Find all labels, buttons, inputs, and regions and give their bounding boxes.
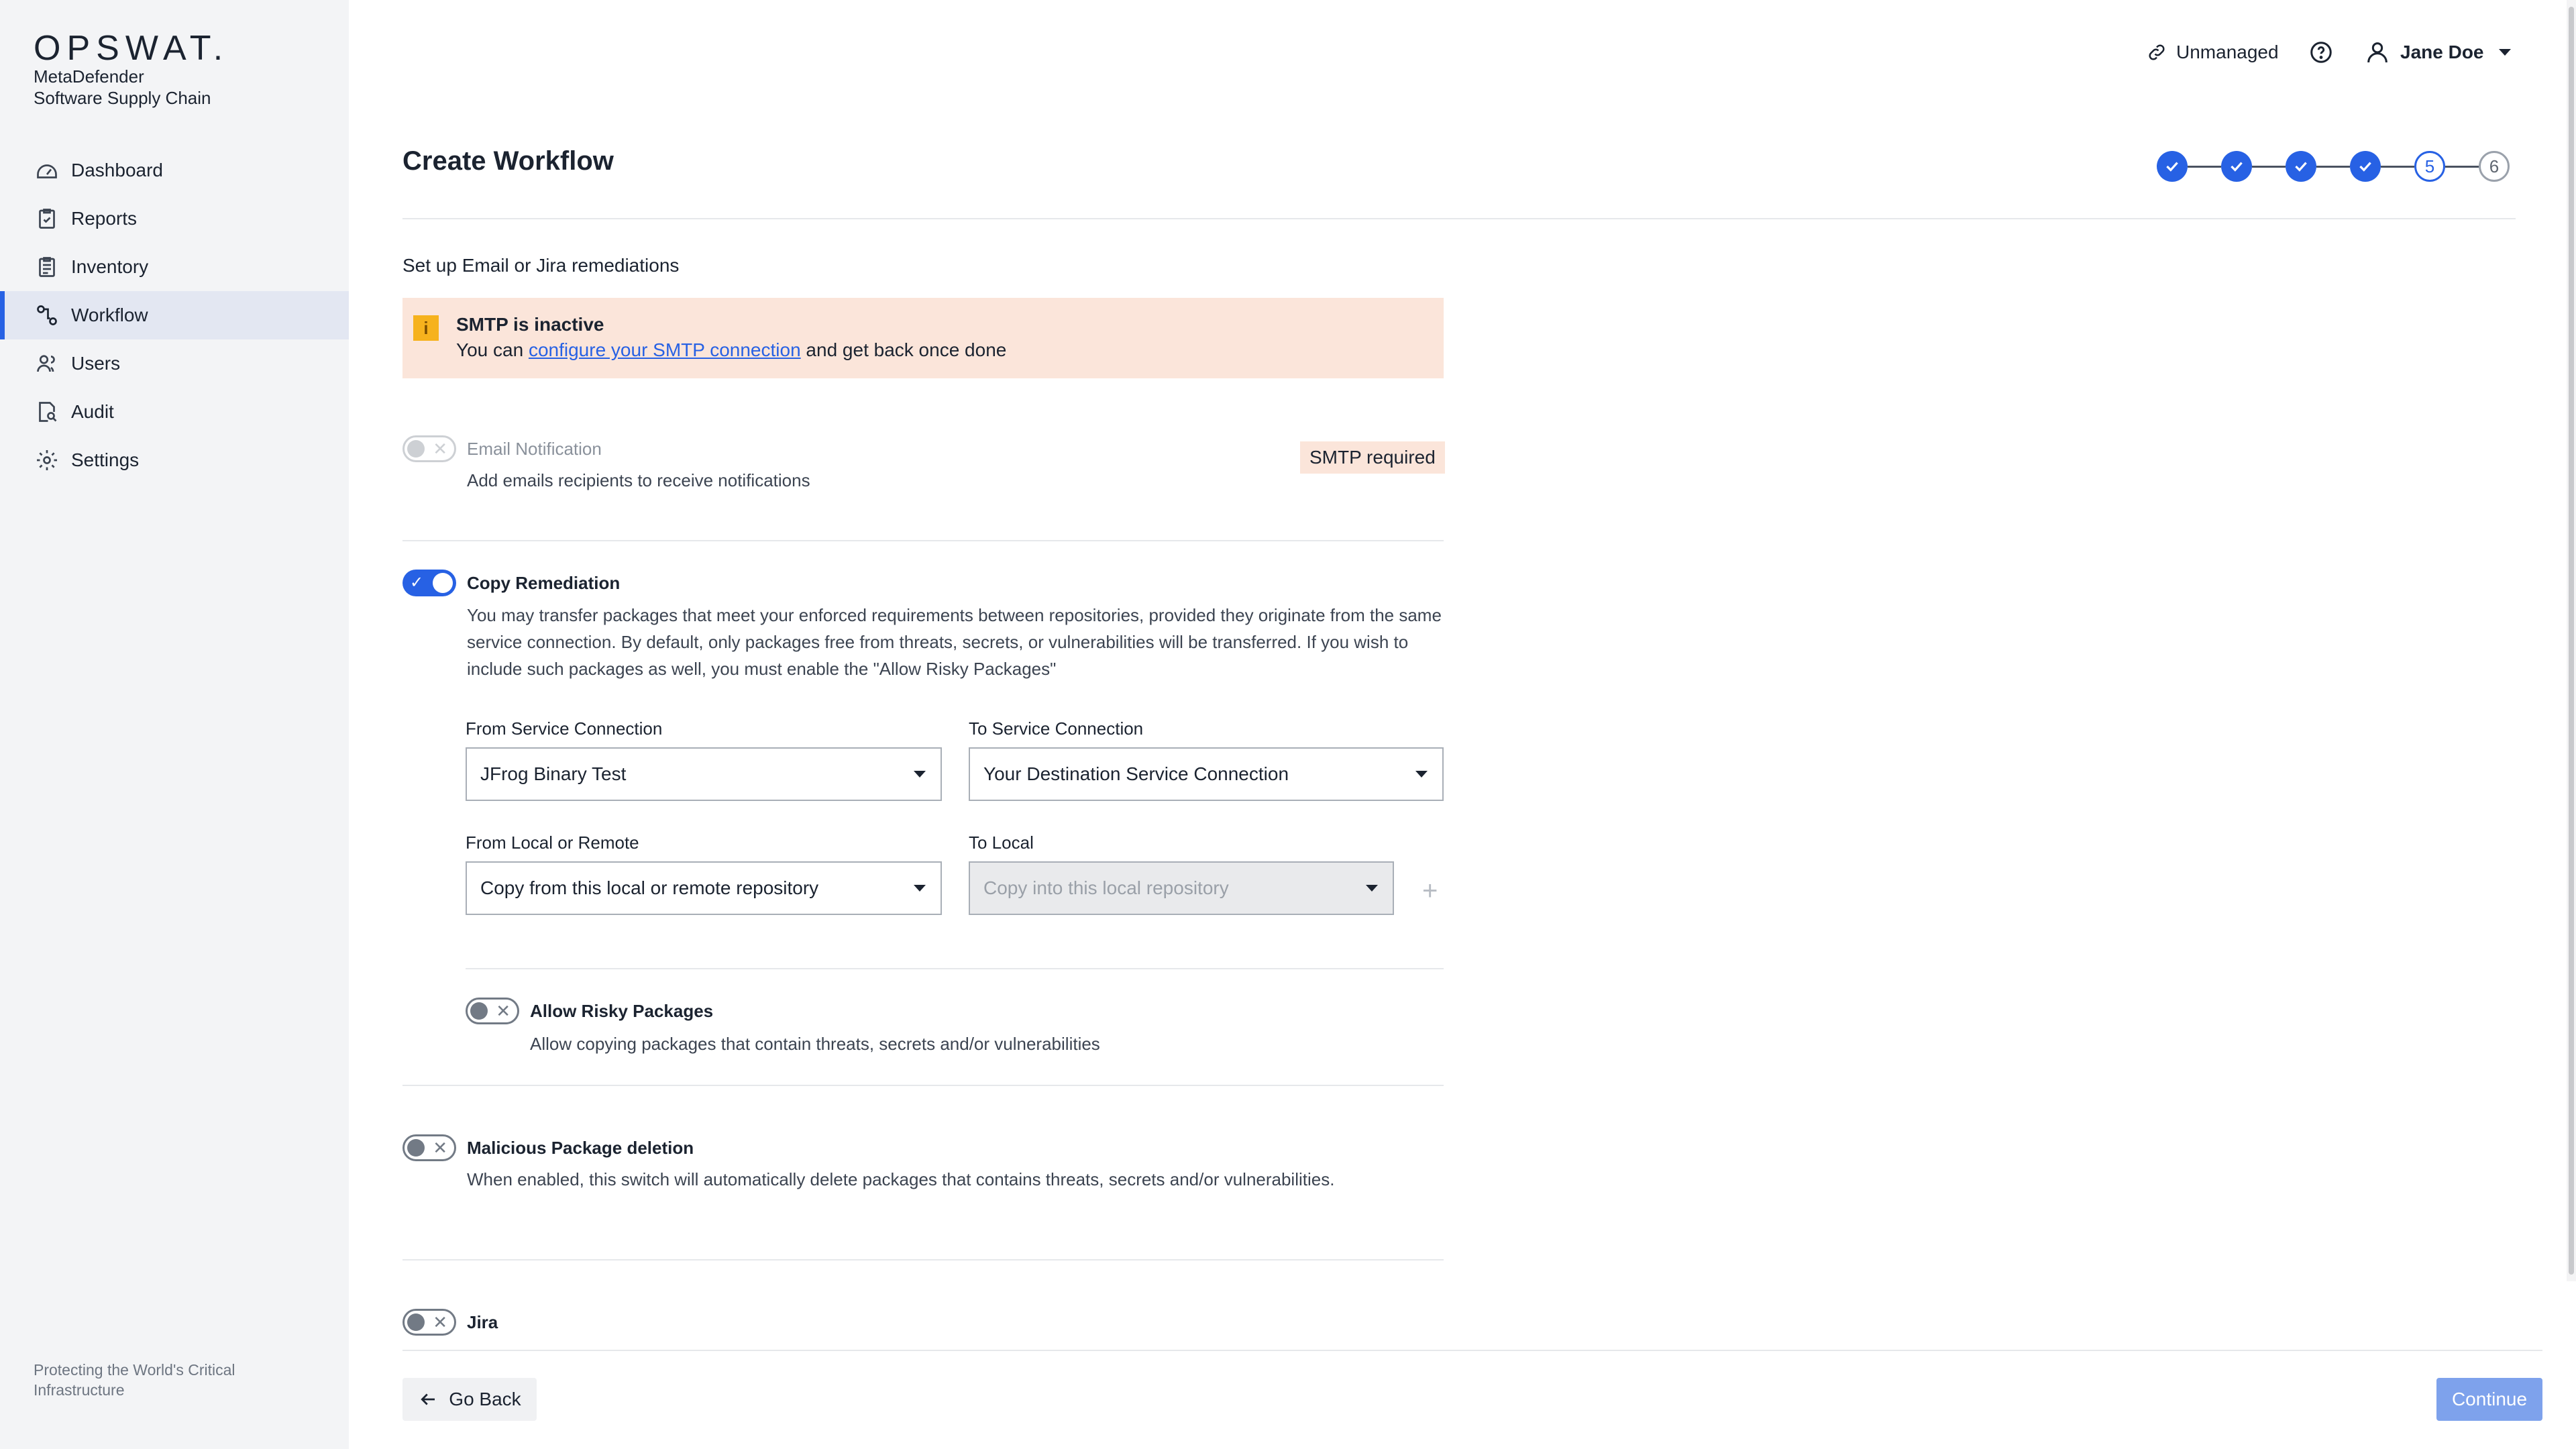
to-repo-value: Copy into this local repository: [983, 877, 1229, 898]
help-icon: [2309, 40, 2333, 64]
step-connector: [2381, 166, 2414, 168]
close-icon: ✕: [433, 1312, 447, 1332]
step-6-future[interactable]: 6: [2479, 151, 2510, 182]
close-icon: ✕: [433, 1138, 447, 1158]
continue-button[interactable]: Continue: [2436, 1378, 2542, 1421]
user-icon: [2364, 39, 2391, 66]
check-icon: [2163, 158, 2181, 175]
sidebar-item-label: Workflow: [71, 305, 148, 325]
check-icon: [2292, 158, 2310, 175]
configure-smtp-link[interactable]: configure your SMTP connection: [528, 339, 801, 360]
allow-risky-description: Allow copying packages that contain threats, secrets and/or vulnerabilities: [530, 1034, 1100, 1054]
close-icon: ✕: [433, 439, 447, 459]
to-repo-select[interactable]: [969, 861, 1394, 915]
step-connector: [2188, 166, 2221, 168]
malicious-deletion-title: Malicious Package deletion: [467, 1138, 694, 1158]
sidebar-item-label: Inventory: [71, 256, 149, 277]
toggle-knob: [407, 1313, 425, 1331]
section-divider: [402, 1259, 1444, 1260]
sidebar-item-settings[interactable]: [0, 436, 349, 484]
alert-text-after: and get back once done: [800, 339, 1007, 360]
section-divider: [402, 540, 1444, 541]
jira-toggle[interactable]: [402, 1309, 456, 1336]
malicious-deletion-toggle[interactable]: [402, 1134, 456, 1161]
opswat-logo: OPSWAT.: [34, 29, 229, 68]
sidebar-item-label: Users: [71, 353, 121, 374]
alert-text-before: You can: [456, 339, 529, 360]
managed-status-label: Unmanaged: [2176, 42, 2279, 62]
footer-divider: [402, 1350, 2542, 1351]
sidebar-item-workflow[interactable]: [0, 291, 349, 339]
check-icon: [2357, 158, 2374, 175]
sidebar-item-audit[interactable]: [0, 388, 349, 436]
copy-remediation-toggle[interactable]: [402, 570, 456, 596]
from-connection-select[interactable]: [466, 747, 942, 801]
check-icon: ✓: [410, 574, 424, 592]
page-title: Create Workflow: [402, 146, 614, 176]
copy-remediation-title: Copy Remediation: [467, 573, 621, 593]
section-divider: [466, 968, 1444, 969]
from-repo-select[interactable]: [466, 861, 942, 915]
alert-title: SMTP is inactive: [456, 314, 604, 335]
managed-status[interactable]: [2147, 42, 2279, 63]
step-connector: [2445, 166, 2479, 168]
scrollbar-thumb[interactable]: [2569, 7, 2574, 1275]
workflow-stepper: [2157, 151, 2510, 182]
product-name: [34, 66, 211, 109]
caret-down-icon: [1415, 771, 1428, 777]
step-connector: [2252, 166, 2286, 168]
dashboard-icon: [35, 158, 59, 182]
sidebar-item-label: Dashboard: [71, 160, 163, 180]
toggle-knob: [470, 1002, 488, 1020]
email-notification-title: Email Notification: [467, 439, 602, 459]
caret-down-icon: [914, 771, 926, 777]
audit-icon: [35, 400, 59, 424]
reports-icon: [35, 207, 59, 231]
product-line-1: MetaDefender: [34, 66, 144, 87]
sidebar-footer: Protecting the World's Critical Infrastructure: [34, 1361, 235, 1399]
copy-remediation-description: You may transfer packages that meet your enforced requirements between repositories, provided they originate from the same service connection. By default, only packages free from threats, secrets, or vulnerabilities will be transferred. If you wish to include such packages as well, you must enable the "Allow Risky Packages": [467, 605, 1442, 679]
workflow-icon: [35, 303, 59, 327]
to-connection-select[interactable]: [969, 747, 1444, 801]
step-2-done[interactable]: [2221, 151, 2252, 182]
smtp-alert: [402, 298, 1444, 378]
link-icon: [2147, 42, 2167, 62]
info-icon: i: [413, 315, 439, 341]
toggle-knob: [407, 1139, 425, 1157]
users-icon: [35, 352, 59, 376]
sidebar-item-inventory[interactable]: [0, 243, 349, 291]
step-5-current[interactable]: 5: [2414, 151, 2445, 182]
add-icon[interactable]: +: [1422, 876, 1438, 906]
sidebar-item-users[interactable]: [0, 339, 349, 388]
section-subtitle: Set up Email or Jira remediations: [402, 255, 680, 276]
step-1-done[interactable]: [2157, 151, 2188, 182]
caret-down-icon: [914, 885, 926, 892]
arrow-left-icon: [418, 1389, 438, 1409]
step-connector: [2316, 166, 2350, 168]
email-notification-description: Add emails recipients to receive notifications: [467, 470, 810, 490]
sidebar-nav: [0, 146, 349, 484]
from-repo-value: Copy from this local or remote repository: [480, 877, 819, 898]
close-icon: ✕: [496, 1001, 511, 1021]
malicious-deletion-description: When enabled, this switch will automatically delete packages that contains threats, secrets and/or vulnerabilities.: [467, 1169, 1335, 1189]
chevron-down-icon: [2499, 49, 2511, 56]
sidebar: [0, 0, 349, 1449]
smtp-required-badge: SMTP required: [1300, 441, 1445, 474]
to-connection-value: Your Destination Service Connection: [983, 763, 1289, 784]
settings-icon: [35, 448, 59, 472]
sidebar-item-dashboard[interactable]: [0, 146, 349, 195]
from-connection-value: JFrog Binary Test: [480, 763, 627, 784]
product-line-2: Software Supply Chain: [34, 88, 211, 108]
toggle-knob: [407, 440, 425, 458]
sidebar-item-label: Audit: [71, 401, 114, 422]
user-name: Jane Doe: [2400, 42, 2484, 62]
to-repo-label: To Local: [969, 833, 1034, 853]
caret-down-icon: [1366, 885, 1378, 892]
user-menu[interactable]: [2364, 39, 2511, 66]
from-connection-label: From Service Connection: [466, 718, 663, 739]
sidebar-item-label: Reports: [71, 208, 138, 229]
toggle-knob: [433, 573, 453, 593]
from-repo-label: From Local or Remote: [466, 833, 639, 853]
jira-title: Jira: [467, 1312, 498, 1332]
go-back-label: Go Back: [449, 1389, 521, 1409]
allow-risky-title: Allow Risky Packages: [530, 1001, 714, 1021]
header-divider: [402, 218, 2516, 219]
help-button[interactable]: [2309, 40, 2333, 64]
alert-text: [456, 339, 1006, 361]
sidebar-item-reports[interactable]: [0, 195, 349, 243]
sidebar-item-label: Settings: [71, 449, 140, 470]
go-back-button[interactable]: [402, 1378, 537, 1421]
check-icon: [2228, 158, 2245, 175]
inventory-icon: [35, 255, 59, 279]
step-4-done[interactable]: [2350, 151, 2381, 182]
to-connection-label: To Service Connection: [969, 718, 1144, 739]
section-divider: [402, 1085, 1444, 1086]
email-notification-toggle[interactable]: [402, 435, 456, 462]
step-3-done[interactable]: [2286, 151, 2316, 182]
allow-risky-toggle[interactable]: [466, 998, 519, 1024]
